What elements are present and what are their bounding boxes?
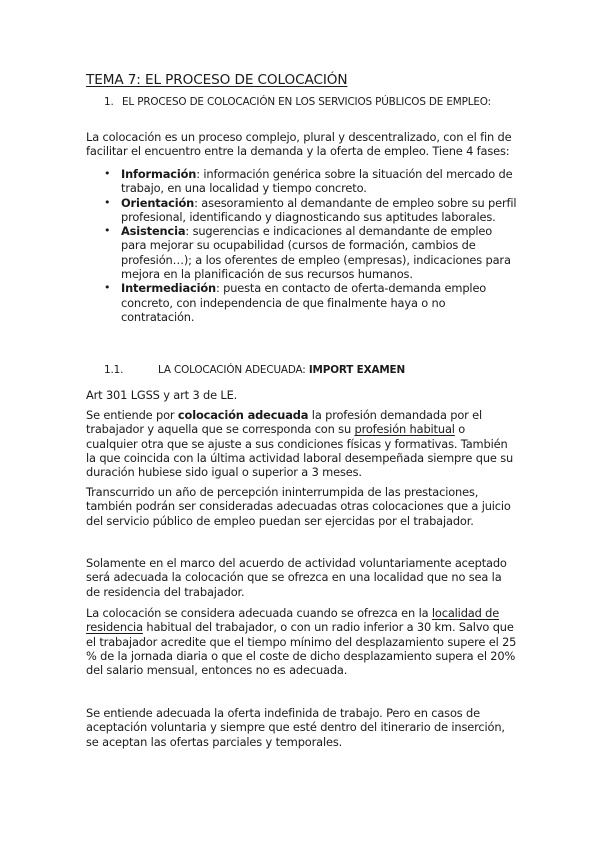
- subsection-number: 1.1.: [104, 364, 124, 376]
- list-item: [86, 167, 518, 196]
- list-item: [86, 224, 518, 281]
- phases-list: [86, 167, 518, 324]
- paragraph: Se entiende adecuada la oferta indefinida de trabajo. Pero en casos de aceptación voluntaria y siempre que esté dentro del itinerario de inserción, se aceptan las ofertas parciales y temporales.: [86, 706, 505, 749]
- bullet-icon: •: [104, 224, 111, 238]
- section-heading: [104, 96, 514, 110]
- phase-text: : sugerencias e indicaciones al demandante de empleo para mejorar su ocupabilidad (cursos de formación, cambios de profesión…); a los oferentes de empleo (empresas), indicaciones para mejora en la planificación de sus recursos humanos.: [121, 224, 511, 282]
- page-title: TEMA 7: EL PROCESO DE COLOCACIÓN: [86, 72, 348, 88]
- section-title: EL PROCESO DE COLOCACIÓN EN LOS SERVICIOS PÚBLICOS DE EMPLEO:: [122, 96, 491, 108]
- bullet-icon: •: [104, 167, 111, 180]
- paragraph: Solamente en el marco del acuerdo de actividad voluntariamente aceptado será adecuada la colocación que se ofrezca en una localidad que no sea la de residencia del trabajador.: [86, 556, 507, 599]
- phase-text: : puesta en contacto de oferta-demanda empleo concreto, con independencia de que finalmente haya o no contratación.: [121, 281, 487, 324]
- section-number: 1.: [104, 96, 114, 108]
- residence-paragraph: La colocación se considera adecuada cuando se ofrezca en la localidad de residencia habitual del trabajador, o con un radio inferior a 30 km. Salvo que el trabajador acredite que el tiempo mínimo del desplazamiento supere el 25 % de la jornada diaria o que el coste de dicho desplazamiento supera el 20% del salario mensual, entonces no es adecuada.: [86, 606, 517, 678]
- bullet-icon: •: [104, 195, 111, 209]
- phase-term: Orientación: [121, 195, 195, 210]
- subsection-heading: [104, 363, 405, 377]
- phase-term: Asistencia: [121, 224, 186, 239]
- legal-reference: Art 301 LGSS y art 3 de LE.: [86, 388, 238, 402]
- intro-paragraph: La colocación es un proceso complejo, plural y descentralizado, con el fin de facilitar el encuentro entre la demanda y la oferta de empleo. Tiene 4 fases:: [86, 130, 512, 159]
- phase-text: : asesoramiento al demandante de empleo sobre su perfil profesional, identificando y diagnosticando sus aptitudes laborales.: [121, 195, 517, 224]
- bullet-icon: •: [104, 281, 111, 295]
- phase-text: : información genérica sobre la situación del mercado de trabajo, en una localidad y tiempo concreto.: [121, 167, 513, 196]
- phase-term: Intermediación: [121, 281, 216, 296]
- subsection-title: LA COLOCACIÓN ADECUADA:: [158, 364, 309, 376]
- phase-term: Información: [121, 167, 197, 181]
- list-item: [86, 196, 518, 225]
- definition-paragraph: Se entiende por colocación adecuada la profesión demandada por el trabajador y aquella que se corresponda con su profesión habitual o cualquier otra que se ajuste a sus condiciones físicas y formativas. También la que coincida con la última actividad laboral desempeñada siempre que su duración hubiese sido igual o superior a 3 meses.: [86, 408, 514, 480]
- paragraph: Transcurrido un año de percepción ininterrumpida de las prestaciones, también podrán ser consideradas adecuadas otras colocaciones que a juicio del servicio público de empleo puedan ser ejercidas por el trabajador.: [86, 485, 511, 528]
- subsection-emphasis: IMPORT EXAMEN: [308, 364, 406, 376]
- list-item: [86, 281, 518, 324]
